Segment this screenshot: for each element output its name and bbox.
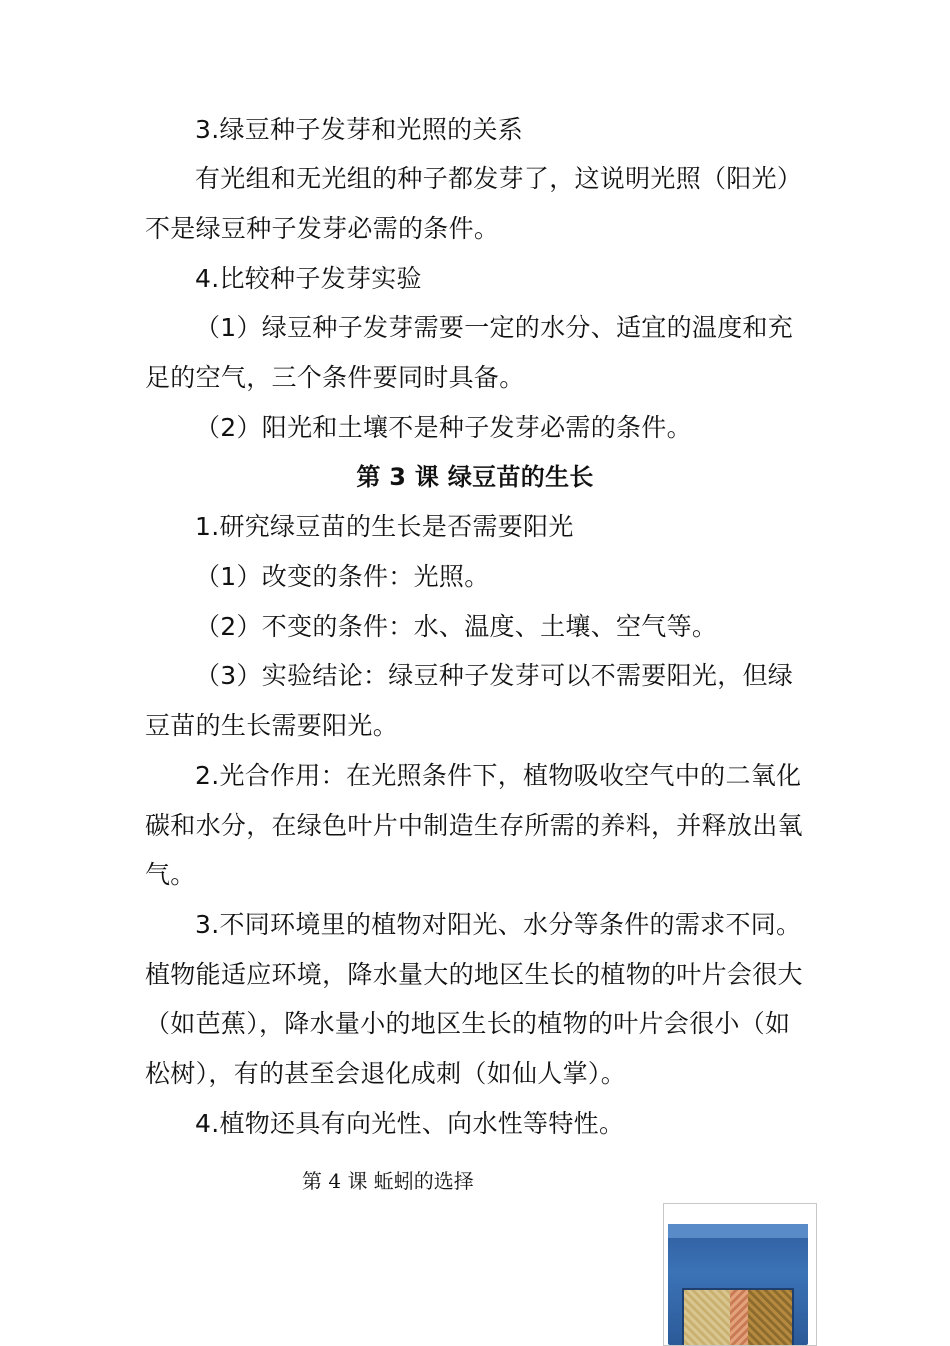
section-heading: 3.绿豆种子发芽和光照的关系 <box>195 115 524 144</box>
section-heading: 4.比较种子发芽实验 <box>195 264 422 293</box>
paragraph-line: （如芭蕉），降水量小的地区生长的植物的叶片会很小（如 <box>145 1009 791 1038</box>
paragraph-line: （2）不变的条件：水、温度、土壤、空气等。 <box>195 612 718 641</box>
paragraph-line: 气。 <box>145 860 196 889</box>
paragraph-line: （1）绿豆种子发芽需要一定的水分、适宜的温度和充 <box>195 313 794 342</box>
lesson-4-title: 第 4 课 蚯蚓的选择 <box>302 1169 474 1193</box>
paragraph-line: 4.植物还具有向光性、向水性等特性。 <box>195 1109 625 1138</box>
paragraph-line: 3.不同环境里的植物对阳光、水分等条件的需求不同。 <box>195 910 802 939</box>
box-rim <box>668 1224 808 1238</box>
lesson-3-title: 第 3 课 绿豆苗的生长 <box>356 463 594 491</box>
paragraph-line: 碳和水分，在绿色叶片中制造生存所需的养料，并释放出氧 <box>145 811 803 840</box>
paragraph-line: 植物能适应环境，降水量大的地区生长的植物的叶片会很大 <box>145 960 803 989</box>
moist-soil <box>748 1290 792 1346</box>
paragraph-line: 不是绿豆种子发芽必需的条件。 <box>145 214 500 243</box>
blue-box <box>668 1224 808 1345</box>
paragraph-line: 足的空气，三个条件要同时具备。 <box>145 363 525 392</box>
earthworm-box-photo <box>663 1203 817 1346</box>
section-heading: 1.研究绿豆苗的生长是否需要阳光 <box>195 512 574 541</box>
paragraph-line: 有光组和无光组的种子都发芽了，这说明光照（阳光） <box>195 164 803 193</box>
paragraph-line: （3）实验结论：绿豆种子发芽可以不需要阳光，但绿 <box>195 661 794 690</box>
paragraph-line: 豆苗的生长需要阳光。 <box>145 711 399 740</box>
paragraph-line: （1）改变的条件：光照。 <box>195 562 490 591</box>
paragraph-line: 2.光合作用：在光照条件下，植物吸收空气中的二氧化 <box>195 761 802 790</box>
dry-soil <box>684 1290 730 1346</box>
paragraph-line: （2）阳光和土壤不是种子发芽必需的条件。 <box>195 413 692 442</box>
paragraph-line: 松树），有的甚至会退化成刺（如仙人掌）。 <box>145 1059 627 1088</box>
soil-tray <box>682 1288 794 1346</box>
earthworm-strip <box>730 1290 748 1346</box>
